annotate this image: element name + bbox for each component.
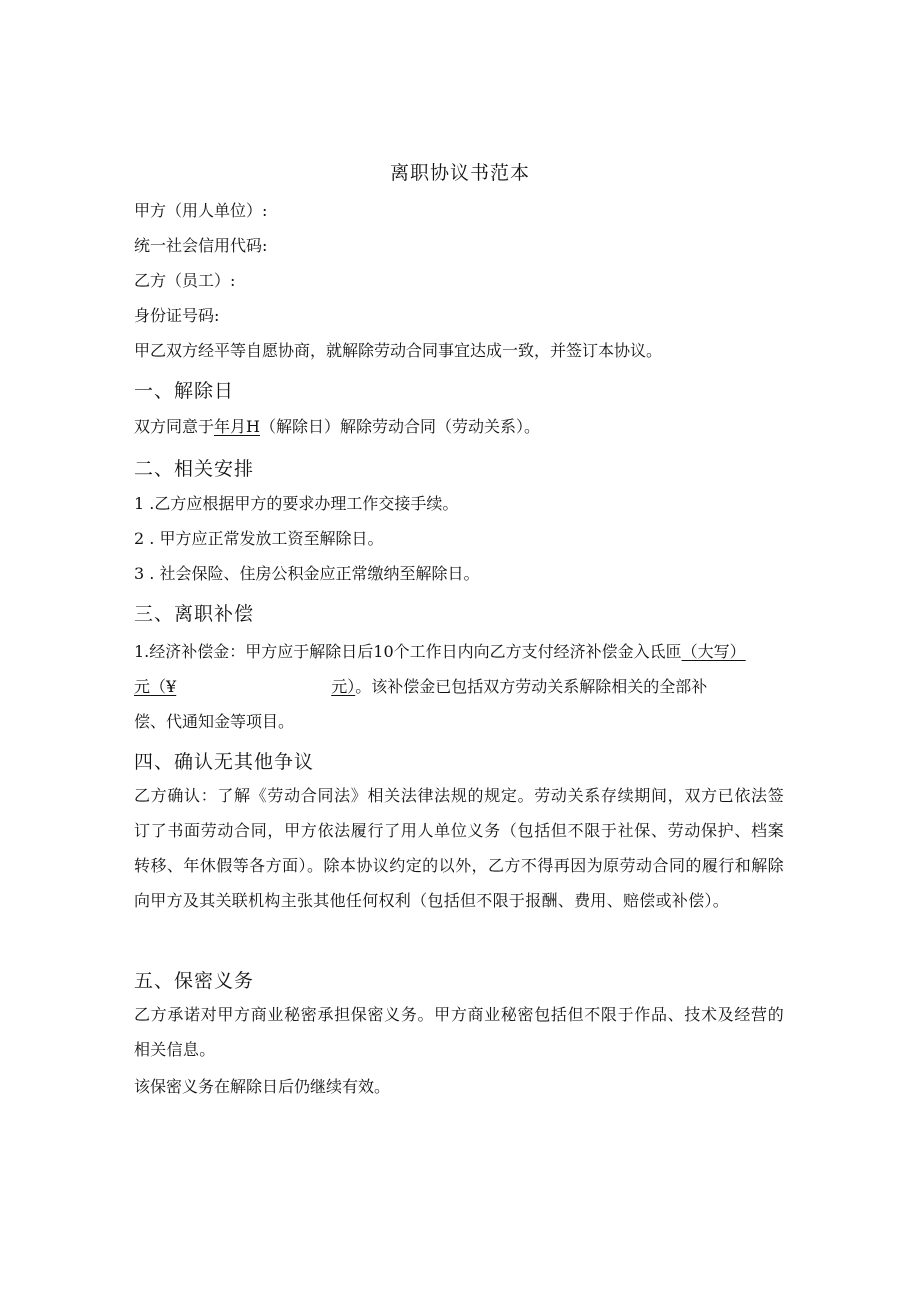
section1-text-before: 双方同意于 <box>134 417 215 436</box>
compensation-line-1 <box>134 639 746 662</box>
amount-blank-start: 元（¥ <box>134 677 177 696</box>
section1-heading: 一、解除日 <box>134 380 235 402</box>
amount-number-blank <box>134 677 355 696</box>
date-blank: 年月H <box>214 417 260 436</box>
section1-text <box>134 414 540 437</box>
party-a-field: 甲方（用人单位）: <box>134 201 268 220</box>
section2-item-1: 1 .乙方应根据甲方的要求办理工作交接手续。 <box>134 494 459 513</box>
id-number-field: 身份证号码: <box>134 306 220 325</box>
preamble: 甲乙双方经平等自愿协商，就解除劳动合同事宜达成一致，并签订本协议。 <box>134 341 663 360</box>
compensation-line-3: 偿、代通知金等项目。 <box>134 712 295 731</box>
compensation-text: 1.经济补偿金：甲方应于解除日后10个工作日内向乙方支付经济补偿金入氐匝 <box>134 642 682 661</box>
section2-heading: 二、相关安排 <box>134 458 255 480</box>
section3-heading: 三、离职补偿 <box>134 603 255 625</box>
section2-item-2: 2 . 甲方应正常发放工资至解除日。 <box>134 529 384 548</box>
section4-text: 乙方确认：了解《劳动合同法》相关法律法规的规定。劳动关系存续期间，双方已依法签订了书面劳动合同，甲方依法履行了用人单位义务（包括但不限于社保、劳动保护、档案转移、年休假等各方面）。除本协议约定的以外，乙方不得再因为原劳动合同的履行和解除向甲方及其关联机构主张其他任何权利（包括但不限于报酬、费用、赔偿或补偿）。 <box>134 786 784 910</box>
document-title: 离职协议书范本 <box>389 162 530 184</box>
party-b-field: 乙方（员工）: <box>134 271 236 290</box>
section5-text-1: 乙方承诺对甲方商业秘密承担保密义务。甲方商业秘密包括但不限于作品、技术及经营的相关信息。 <box>134 1005 784 1059</box>
section2-item-3: 3 . 社会保险、住房公积金应正常缴纳至解除日。 <box>134 564 480 583</box>
section5-text-2: 该保密义务在解除日后仍继续有效。 <box>134 1077 391 1096</box>
compensation-text-2: 。该补偿金已包括双方劳动关系解除相关的全部补 <box>355 677 708 696</box>
credit-code-field: 统一社会信用代码: <box>134 236 268 255</box>
amount-capital-blank: （大写） <box>681 642 746 661</box>
compensation-line-2 <box>134 674 707 697</box>
amount-blank-end: 元） <box>331 677 356 696</box>
section4-heading: 四、确认无其他争议 <box>134 751 315 773</box>
section1-text-after: （解除日）解除劳动合同（劳动关系）。 <box>259 417 540 436</box>
section5-heading: 五、保密义务 <box>134 970 255 992</box>
